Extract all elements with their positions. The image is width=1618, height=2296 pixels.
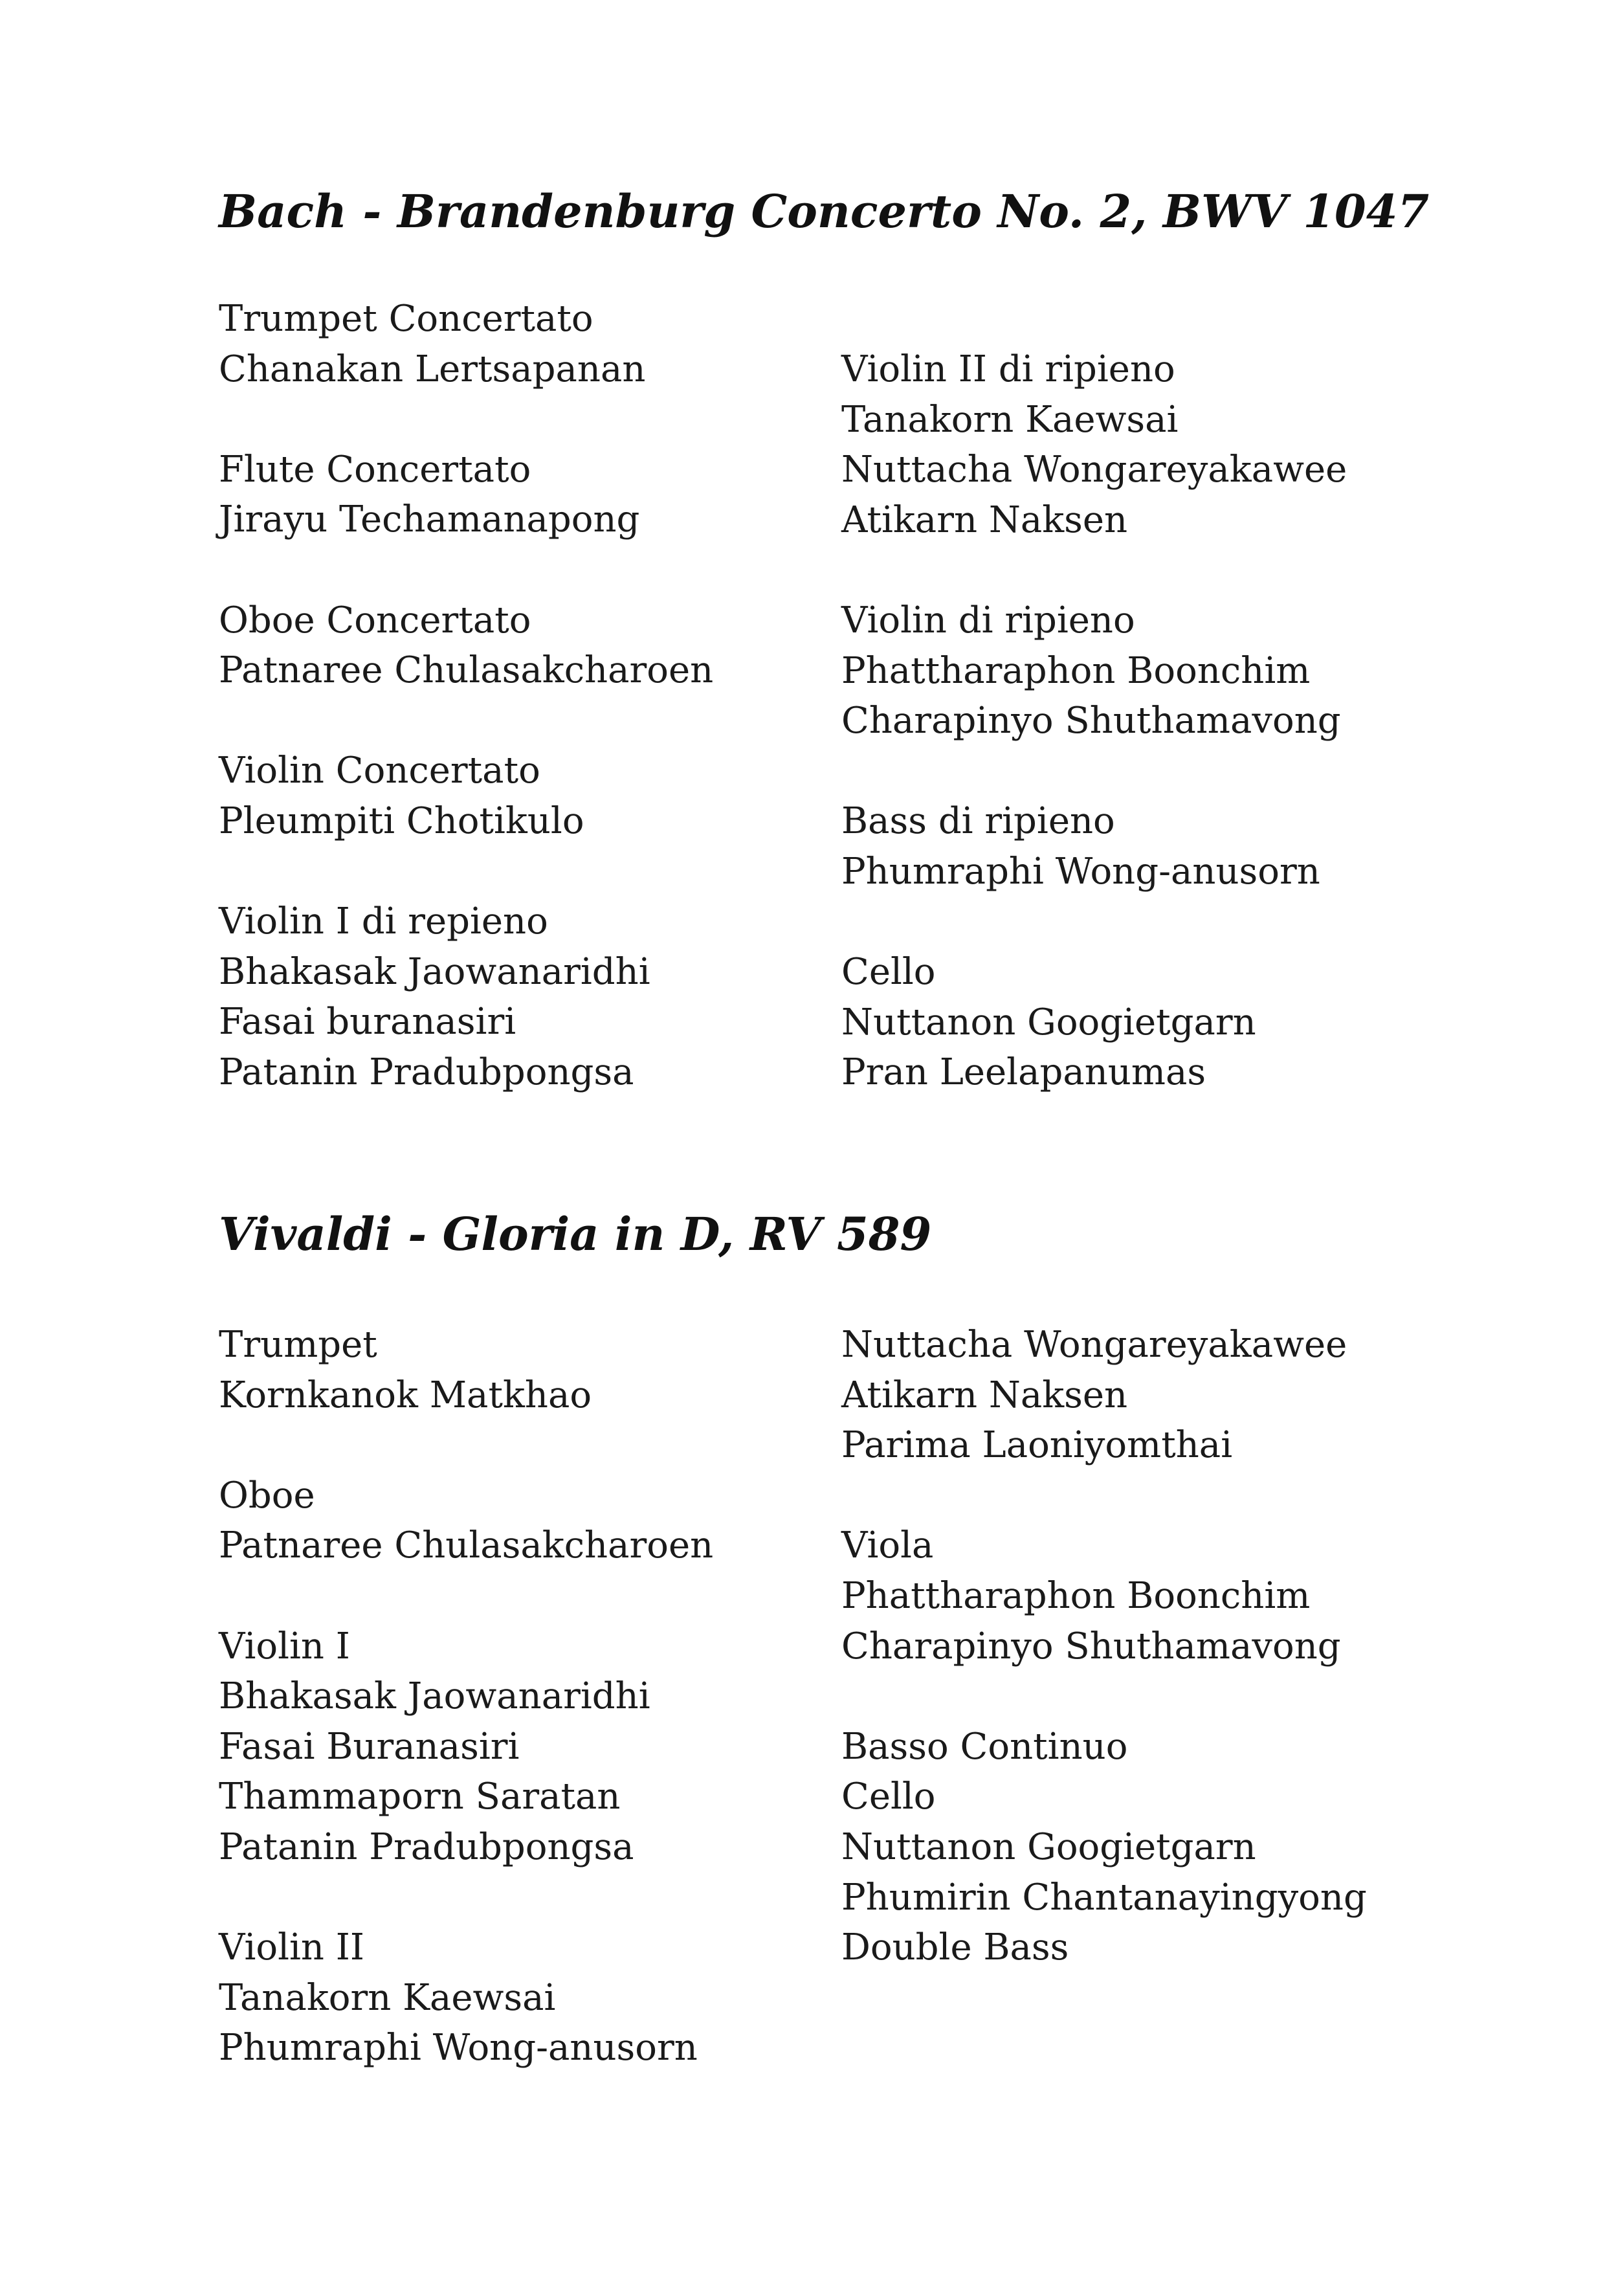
roster-group	[841, 344, 1347, 545]
player-name: Patnaree Chulasakcharoen	[219, 649, 714, 692]
vivaldi-roster-left-column	[219, 1320, 713, 2073]
roster-group	[219, 746, 713, 846]
section-title-bach: Bach - Brandenburg Concerto No. 2, BWV 1047	[219, 184, 1430, 238]
roster-group	[219, 1471, 713, 1571]
section-title-vivaldi: Vivaldi - Gloria in D, RV 589	[219, 1207, 932, 1261]
instrument-label: Viola	[841, 1524, 934, 1567]
instrument-label: Trumpet Concertato	[219, 298, 593, 340]
instrument-label: Oboe	[219, 1474, 315, 1517]
player-name: Thammaporn Saratan	[219, 1776, 621, 1818]
player-name: Charapinyo Shuthamavong	[841, 700, 1341, 742]
instrument-label: Double Bass	[841, 1926, 1069, 1969]
roster-group	[841, 1722, 1367, 1973]
instrument-label: Bass di ripieno	[841, 800, 1115, 843]
player-name: Atikarn Naksen	[841, 498, 1128, 541]
roster-group	[841, 1521, 1367, 1671]
player-name: Nuttanon Googietgarn	[841, 1825, 1256, 1868]
player-name: Pran Leelapanumas	[841, 1051, 1206, 1094]
player-name: Nuttanon Googietgarn	[841, 1001, 1256, 1043]
roster-group	[219, 897, 713, 1097]
player-name: Tanakorn Kaewsai	[841, 398, 1179, 441]
player-name: Chanakan Lertsapanan	[219, 348, 646, 390]
player-name: Atikarn Naksen	[841, 1374, 1128, 1416]
roster-group	[219, 596, 713, 696]
player-name: Charapinyo Shuthamavong	[841, 1625, 1341, 1667]
player-name: Patanin Pradubpongsa	[219, 1051, 634, 1093]
instrument-label: Violin di ripieno	[841, 599, 1135, 641]
instrument-label: Trumpet	[219, 1324, 377, 1366]
player-name: Patanin Pradubpongsa	[219, 1825, 634, 1868]
instrument-label: Cello	[841, 951, 936, 994]
instrument-label: Violin II di ripieno	[841, 348, 1175, 390]
instrument-label: Flute Concertato	[219, 448, 531, 491]
player-name: Patnaree Chulasakcharoen	[219, 1524, 714, 1567]
roster-group	[219, 1320, 713, 1420]
player-name: Phattharaphon Boonchim	[841, 649, 1311, 692]
player-name: Fasai buranasiri	[219, 1001, 516, 1043]
instrument-label: Basso Continuo	[841, 1725, 1128, 1768]
roster-group	[841, 796, 1347, 897]
player-name: Pleumpiti Chotikulo	[219, 799, 584, 842]
player-name: Bhakasak Jaowanaridhi	[219, 950, 650, 993]
player-name: Phumraphi Wong-anusorn	[219, 2027, 698, 2069]
bach-roster-right-column	[841, 344, 1347, 1098]
player-name: Kornkanok Matkhao	[219, 1374, 592, 1416]
roster-group	[219, 294, 713, 394]
player-name: Bhakasak Jaowanaridhi	[219, 1675, 650, 1718]
player-name: Tanakorn Kaewsai	[219, 1976, 556, 2019]
player-name: Fasai Buranasiri	[219, 1725, 520, 1768]
player-name: Nuttacha Wongareyakawee	[841, 449, 1347, 491]
roster-group	[219, 1923, 713, 2073]
instrument-label: Cello	[841, 1776, 936, 1818]
player-name: Jirayu Techamanapong	[219, 498, 640, 541]
roster-group	[841, 1320, 1367, 1471]
instrument-label: Oboe Concertato	[219, 599, 531, 641]
instrument-label: Violin Concertato	[219, 750, 540, 792]
roster-group	[219, 1622, 713, 1873]
bach-roster-left-column	[219, 294, 713, 1098]
roster-group	[219, 445, 713, 545]
player-name: Nuttacha Wongareyakawee	[841, 1324, 1347, 1366]
instrument-label: Violin II	[219, 1926, 365, 1969]
player-name: Phumraphi Wong-anusorn	[841, 850, 1320, 893]
vivaldi-roster-right-column	[841, 1320, 1367, 1973]
player-name: Parima Laoniyomthai	[841, 1424, 1233, 1467]
instrument-label: Violin I di repieno	[219, 900, 548, 943]
player-name: Phattharaphon Boonchim	[841, 1574, 1311, 1617]
instrument-label: Violin I	[219, 1625, 350, 1667]
player-name: Phumirin Chantanayingyong	[841, 1876, 1367, 1919]
roster-group	[841, 596, 1347, 746]
roster-group	[841, 947, 1347, 1098]
